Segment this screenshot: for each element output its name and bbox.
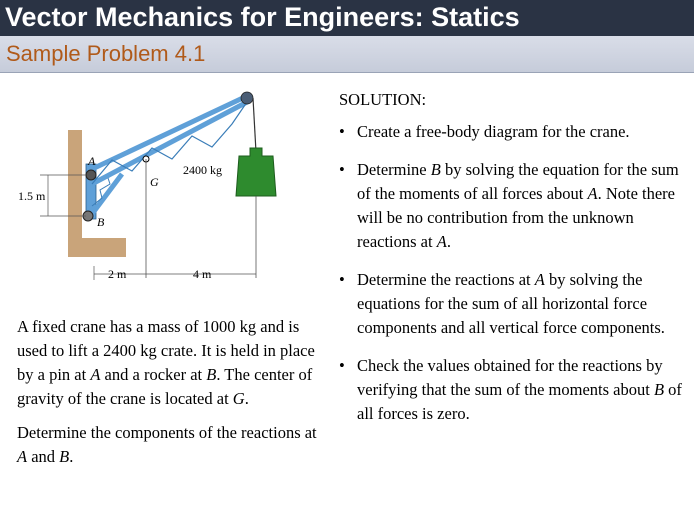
label-a: A (88, 154, 96, 168)
pin-a (86, 170, 96, 180)
solution-step-text: Check the values obtained for the reactions by verifying that the sum of the moments about B of all forces is zero. (357, 356, 682, 423)
problem-statement (17, 315, 317, 479)
boom-bottom-chord (92, 102, 247, 184)
bullet-icon: • (339, 356, 345, 375)
label-b: B (97, 215, 105, 229)
solution-step-text: Create a free-body diagram for the crane. (357, 122, 630, 141)
list-item (339, 120, 694, 144)
solution-step-text: Determine B by solving the equation for the sum of the moments of all forces about A. Note there will be no contribution from the unknown reactions at A. (357, 160, 679, 251)
list-item (339, 354, 694, 426)
cable (253, 98, 256, 152)
page-title: Vector Mechanics for Engineers: Statics (5, 2, 520, 32)
solution-panel (339, 88, 694, 440)
crane-diagram (0, 78, 330, 288)
bullet-icon: • (339, 270, 345, 289)
title-bar (0, 0, 694, 36)
problem-task: Determine the components of the reactions at A and B. (17, 423, 317, 466)
subtitle-bar (0, 36, 694, 73)
bullet-icon: • (339, 160, 345, 179)
solution-steps (339, 120, 694, 426)
solution-step-text: Determine the reactions at A by solving the equations for the sum of all horizontal force components and all vertical force components. (357, 270, 665, 337)
list-item (339, 158, 694, 254)
page-subtitle: Sample Problem 4.1 (6, 41, 206, 66)
wall-base (68, 238, 126, 257)
label-height: 1.5 m (18, 189, 46, 203)
label-g: G (150, 175, 159, 189)
bullet-icon: • (339, 122, 345, 141)
label-dist-left: 2 m (108, 267, 127, 281)
label-mass: 2400 kg (183, 163, 222, 177)
crate (236, 148, 276, 196)
label-dist-right: 4 m (193, 267, 212, 281)
solution-heading: SOLUTION: (339, 90, 427, 109)
wall-post (68, 130, 82, 257)
problem-text: A fixed crane has a mass of 1000 kg and is used to lift a 2400 kg crate. It is held in place by a pin at A and a rocker at B. The center of gravity of the crane is located at G. (17, 317, 315, 408)
list-item (339, 268, 694, 340)
pulley (241, 92, 253, 104)
